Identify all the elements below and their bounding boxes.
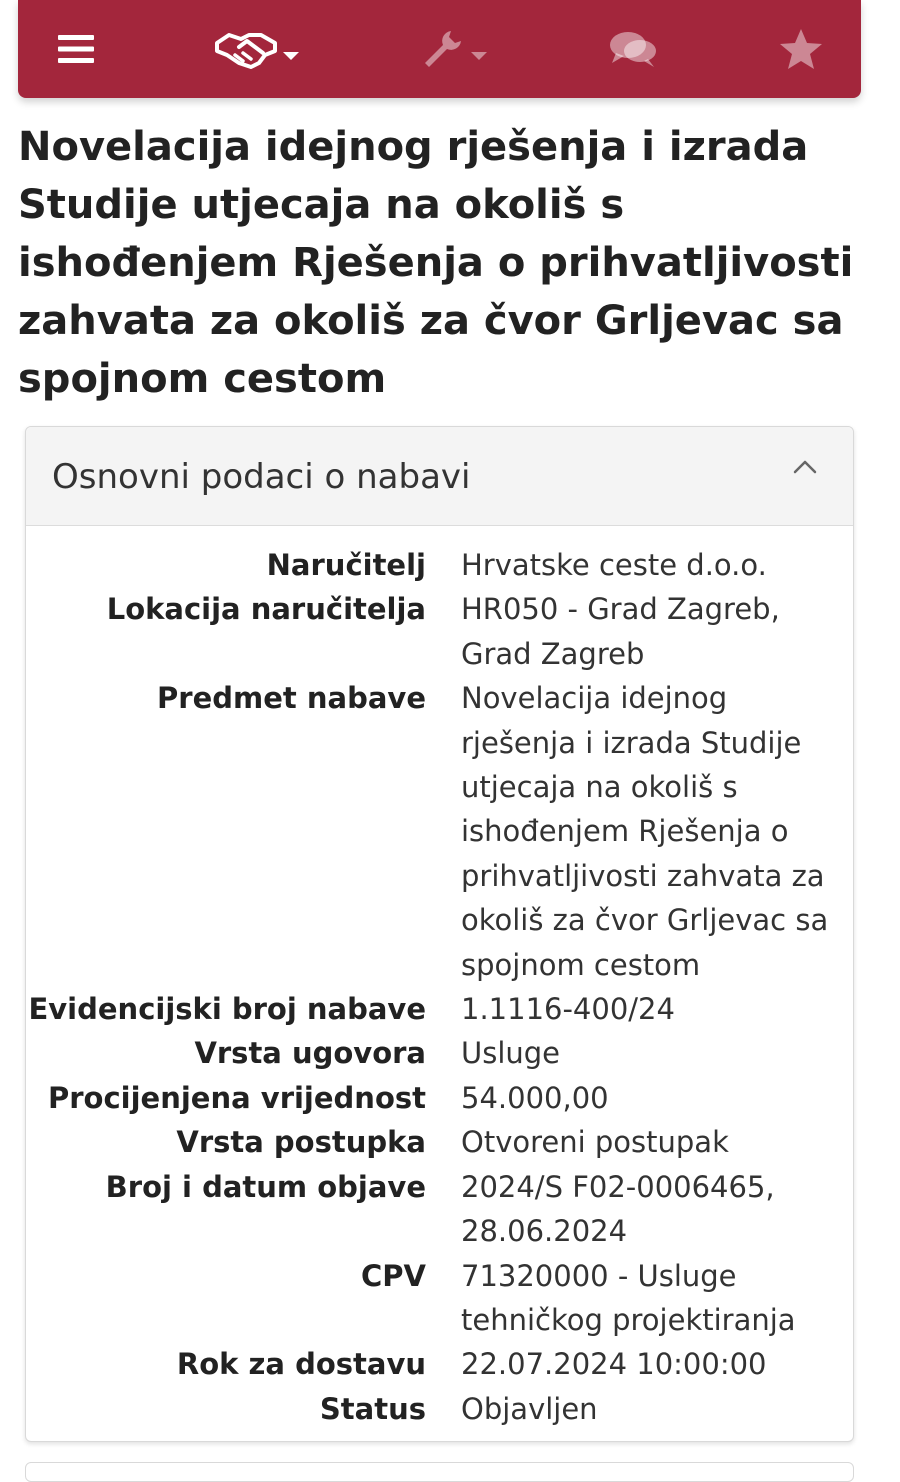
field-value: 2024/S F02-0006465, 28.06.2024 [461,1169,775,1249]
field-label: Vrsta postupka [176,1125,426,1160]
field-label: CPV [361,1258,426,1293]
field-row-vrsta-ugovora [26,1031,853,1075]
field-value: HR050 - Grad Zagreb, Grad Zagreb [461,592,780,671]
chat-bubbles-icon [608,29,658,69]
field-value: Objavljen [461,1391,598,1426]
messages-button[interactable] [608,19,658,79]
basic-info-panel [25,426,854,1442]
field-value: Hrvatske ceste d.o.o. [461,548,767,582]
tools-dropdown[interactable] [421,19,487,79]
field-row-predmet [26,676,853,987]
panel-title: Osnovni podaci o nabavi [52,457,471,497]
wrench-icon [421,27,465,71]
field-label: Lokacija naručitelja [106,592,426,627]
field-row-narucitelj [26,543,853,587]
details-list [26,543,853,1431]
field-label: Rok za dostavu [176,1347,426,1382]
panel-header[interactable] [26,427,853,526]
top-navbar [18,0,861,98]
field-row-status [26,1387,853,1431]
menu-button[interactable] [58,19,94,79]
field-value: 54.000,00 [461,1080,609,1115]
field-value: Otvoreni postupak [461,1125,729,1160]
field-label: Evidencijski broj nabave [28,992,426,1027]
field-label: Naručitelj [266,548,426,582]
field-value: Novelacija idejnog rješenja i izrada Studije utjecaja na okoliš s ishođenjem Rješenja o prihvatljivosti zahvata za okoliš za čvor Grljevac sa spojnom cestom [461,681,829,982]
field-value: 71320000 - Usluge tehničkog projektiranja [461,1258,796,1337]
field-row-cpv [26,1254,853,1343]
field-label: Broj i datum objave [105,1169,426,1204]
field-row-vrsta-postupka [26,1120,853,1164]
field-label: Vrsta ugovora [194,1036,426,1071]
caret-down-icon [471,52,487,60]
field-row-procijenjena-vrijednost [26,1076,853,1120]
field-value: 1.1116-400/24 [461,992,675,1027]
caret-down-icon [283,52,299,60]
field-label: Status [319,1391,426,1426]
hamburger-menu-icon [58,34,94,64]
handshake-icon [215,29,277,69]
next-panel-edge [25,1462,854,1482]
field-label: Predmet nabave [157,681,426,716]
field-row-lokacija [26,587,853,676]
procurement-dropdown[interactable] [215,19,299,79]
field-value: 22.07.2024 10:00:00 [461,1347,767,1382]
field-value: Usluge [461,1036,561,1071]
field-row-broj-datum-objave [26,1165,853,1254]
page-title: Novelacija idejnog rješenja i izrada Studije utjecaja na okoliš s ishođenjem Rješenja o prihvatljivosti zahvata za okoliš za čvor Grljevac sa spojnom cestom [18,124,854,402]
chevron-up-icon[interactable] [793,459,817,480]
field-row-evidencijski-broj [26,987,853,1031]
star-icon [779,28,823,70]
field-row-rok-za-dostavu [26,1342,853,1386]
field-label: Procijenjena vrijednost [48,1080,426,1115]
favorites-button[interactable] [779,19,823,79]
